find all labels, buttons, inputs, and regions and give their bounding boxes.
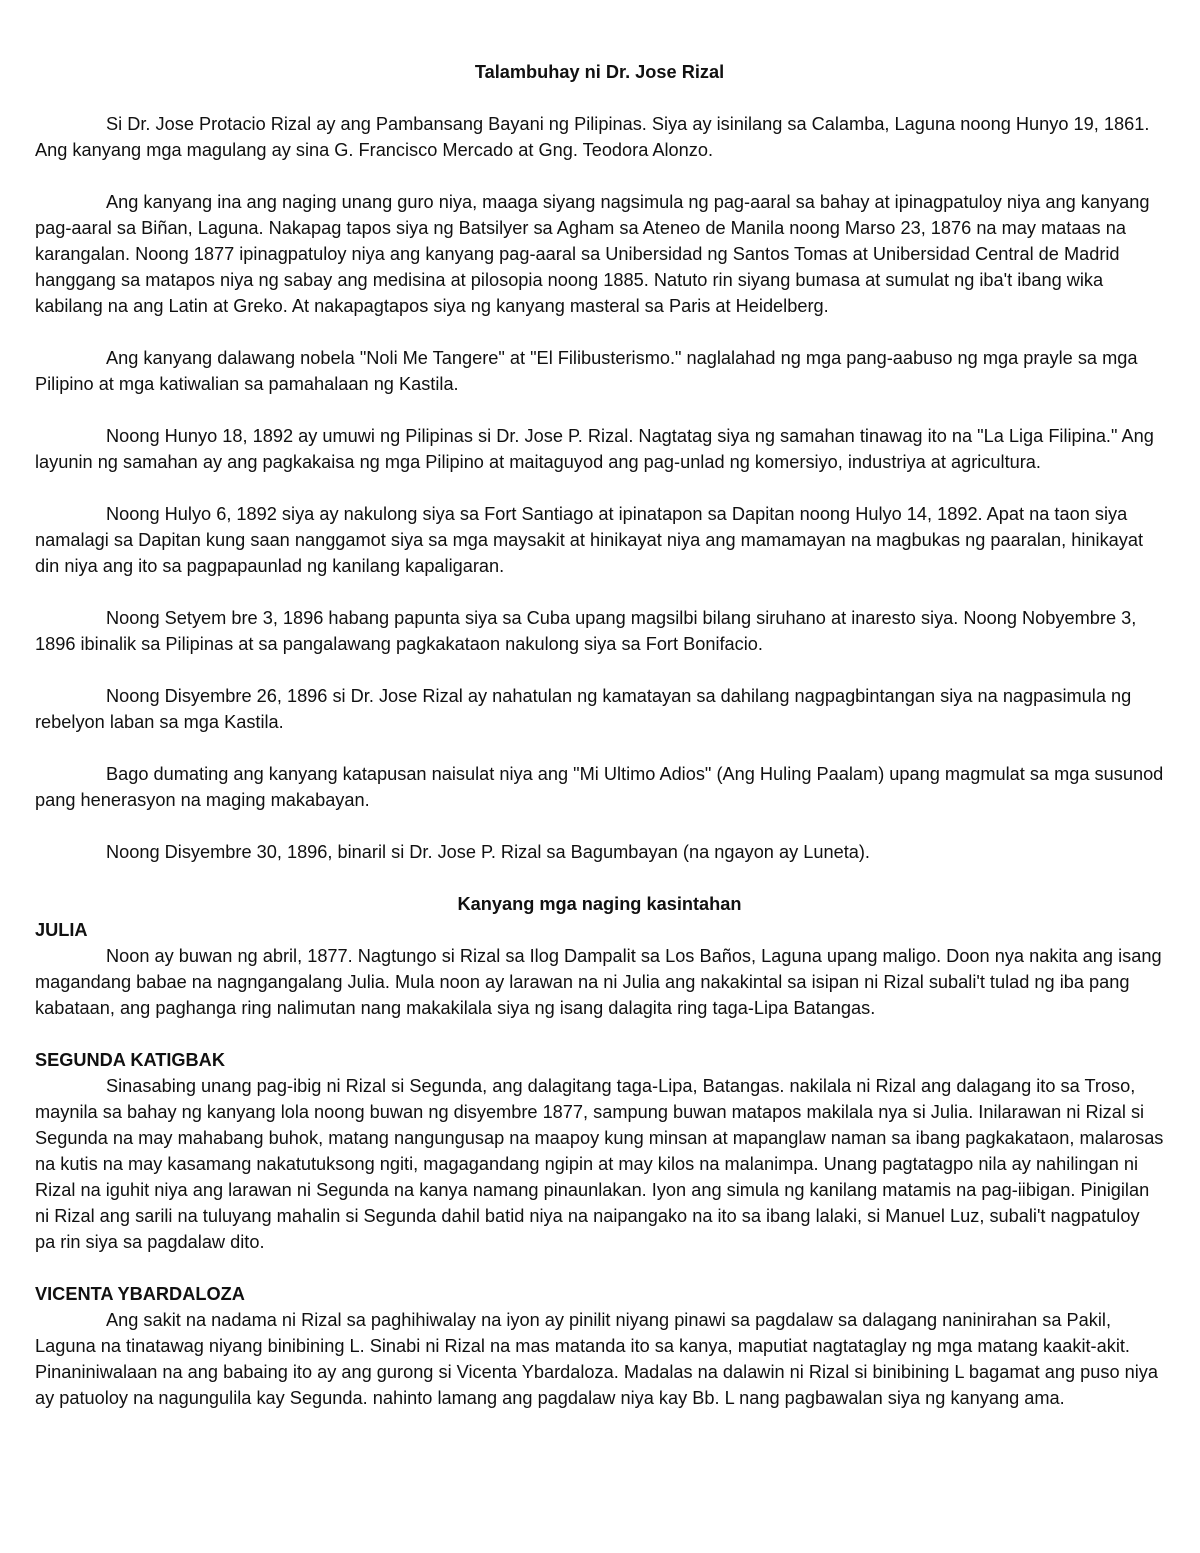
paragraph-la-liga: Noong Hunyo 18, 1892 ay umuwi ng Pilipinas si Dr. Jose P. Rizal. Nagtatag siya ng samahan tinawag ito na "La Liga Filipina." Ang layunin ng samahan ay ang pagkakaisa ng mga Pilipino at maitaguyod ang pag-unlad ng komersiyo, industriya at agricultura. xyxy=(35,426,1154,472)
paragraph-sentence: Noong Disyembre 26, 1896 si Dr. Jose Rizal ay nahatulan ng kamatayan sa dahilang nagpagbintangan siya na nagpasimula ng rebelyon laban sa mga Kastila. xyxy=(35,686,1132,732)
section-title: Kanyang mga naging kasintahan xyxy=(457,894,742,914)
paragraph-dapitan: Noong Hulyo 6, 1892 siya ay nakulong siya sa Fort Santiago at ipinatapon sa Dapitan noong Hulyo 14, 1892. Apat na taon siya namalagi sa Dapitan kung saan nanggamot siya sa mga maysakit at hinikayat niya ang mamamayan na magbukas ng paaralan, hinikayat din niya ang ito sa pagpapaunlad ng kanilang kapaligaran. xyxy=(35,504,1144,576)
paragraph-arrest: Noong Setyem bre 3, 1896 habang papunta siya sa Cuba upang magsilbi bilang siruhano at inaresto siya. Noong Nobyembre 3, 1896 ibinalik sa Pilipinas at sa pangalawang pagkakataon nakulong siya sa Fort Bonifacio. xyxy=(35,608,1137,654)
entry-segunda-katigbak xyxy=(35,1047,1164,1255)
entry-text: Sinasabing unang pag-ibig ni Rizal si Segunda, ang dalagitang taga-Lipa, Batangas. nakilala ni Rizal ang dalagang ito sa Troso, maynila sa bahay ng kanyang lola noong buwan ng disyembre 1877, sampung buwan matapos makilala nya si Julia. Inilarawan ni Rizal si Segunda na may mahabang buhok, matang nangungusap na maapoy kung minsan at mapanglaw naman sa ibang pagkakataon, malarosas na kutis na may kasamang nakatutuksong ngiti, magagandang ngipin at may kilos na malanimpa. Unang pagtatagpo nila ay nahilingan ni Rizal na iguhit niya ang larawan ni Segunda na kanya namang pinaunlakan. Iyon ang simula ng kanilang matamis na pag-iibigan. Pinigilan ni Rizal ang sarili na tuluyang mahalin si Segunda dahil batid niya na naipangako na ito sa ibang lalaki, si Manuel Luz, subali't nagpatuloy pa rin siya sa pagdalaw dito. xyxy=(35,1076,1164,1252)
entry-name: VICENTA YBARDALOZA xyxy=(35,1284,245,1304)
document-title: Talambuhay ni Dr. Jose Rizal xyxy=(474,62,725,82)
entry-text: Ang sakit na nadama ni Rizal sa paghihiwalay na iyon ay pinilit niyang pinawi sa pagdalaw sa dalagang naninirahan sa Pakil, Laguna na tinatawag niyang binibining L. Sinabi ni Rizal na mas matanda ito sa kanya, maputiat nagtataglay ng mga matang kaakit-akit. Pinaniniwalaan na ang babaing ito ay ang gurong si Vicenta Ybardaloza. Madalas na dalawin ni Rizal si binibining L bagamat ang puso niya ay patuoloy na nagungulila kay Segunda. nahinto lamang ang pagdalaw niya kay Bb. L nang pagbawalan siya ng kanyang ama. xyxy=(35,1310,1159,1408)
entry-name: JULIA xyxy=(35,920,88,940)
paragraph-execution: Noong Disyembre 30, 1896, binaril si Dr. Jose P. Rizal sa Bagumbayan (na ngayon ay Luneta). xyxy=(106,842,870,862)
paragraph-birth: Si Dr. Jose Protacio Rizal ay ang Pambansang Bayani ng Pilipinas. Siya ay isinilang sa Calamba, Laguna noong Hunyo 19, 1861. Ang kanyang mga magulang ay sina G. Francisco Mercado at Gng. Teodora Alonzo. xyxy=(35,114,1150,160)
entry-vicenta-ybardaloza xyxy=(35,1281,1164,1411)
entry-julia xyxy=(35,917,1164,1021)
paragraph-novels: Ang kanyang dalawang nobela "Noli Me Tangere" at "El Filibusterismo." naglalahad ng mga pang-aabuso ng mga prayle sa mga Pilipino at mga katiwalian sa pamahalaan ng Kastila. xyxy=(35,348,1138,394)
entry-text: Noon ay buwan ng abril, 1877. Nagtungo si Rizal sa Ilog Dampalit sa Los Baños, Laguna upang maligo. Doon nya nakita ang isang magandang babae na nagngangalang Julia. Mula noon ay larawan na ni Julia ang nakakintal sa isipan ni Rizal subali't tulad ng iba pang kabataan, ang paghanga ring nalimutan nang makakilala siya ng isang dalagita ring taga-Lipa Batangas. xyxy=(35,946,1162,1018)
entry-name: SEGUNDA KATIGBAK xyxy=(35,1050,225,1070)
paragraph-ultimo-adios: Bago dumating ang kanyang katapusan naisulat niya ang "Mi Ultimo Adios" (Ang Huling Paalam) upang magmulat sa mga susunod pang henerasyon na maging makabayan. xyxy=(35,764,1164,810)
paragraph-education: Ang kanyang ina ang naging unang guro niya, maaga siyang nagsimula ng pag-aaral sa bahay at ipinagpatuloy niya ang kanyang pag-aaral sa Biñan, Laguna. Nakapag tapos siya ng Batsilyer sa Agham sa Ateneo de Manila noong Marso 23, 1876 na may mataas na karangalan. Noong 1877 ipinagpatuloy niya ang kanyang pag-aaral sa Unibersidad ng Santos Tomas at Unibersidad Central de Madrid hanggang sa matapos niya ng sabay ang medisina at pilosopia noong 1885. Natuto rin siyang bumasa at sumulat ng iba't ibang wika kabilang na ang Latin at Greko. At nakapagtapos siya ng kanyang masteral sa Paris at Heidelberg. xyxy=(35,192,1150,316)
